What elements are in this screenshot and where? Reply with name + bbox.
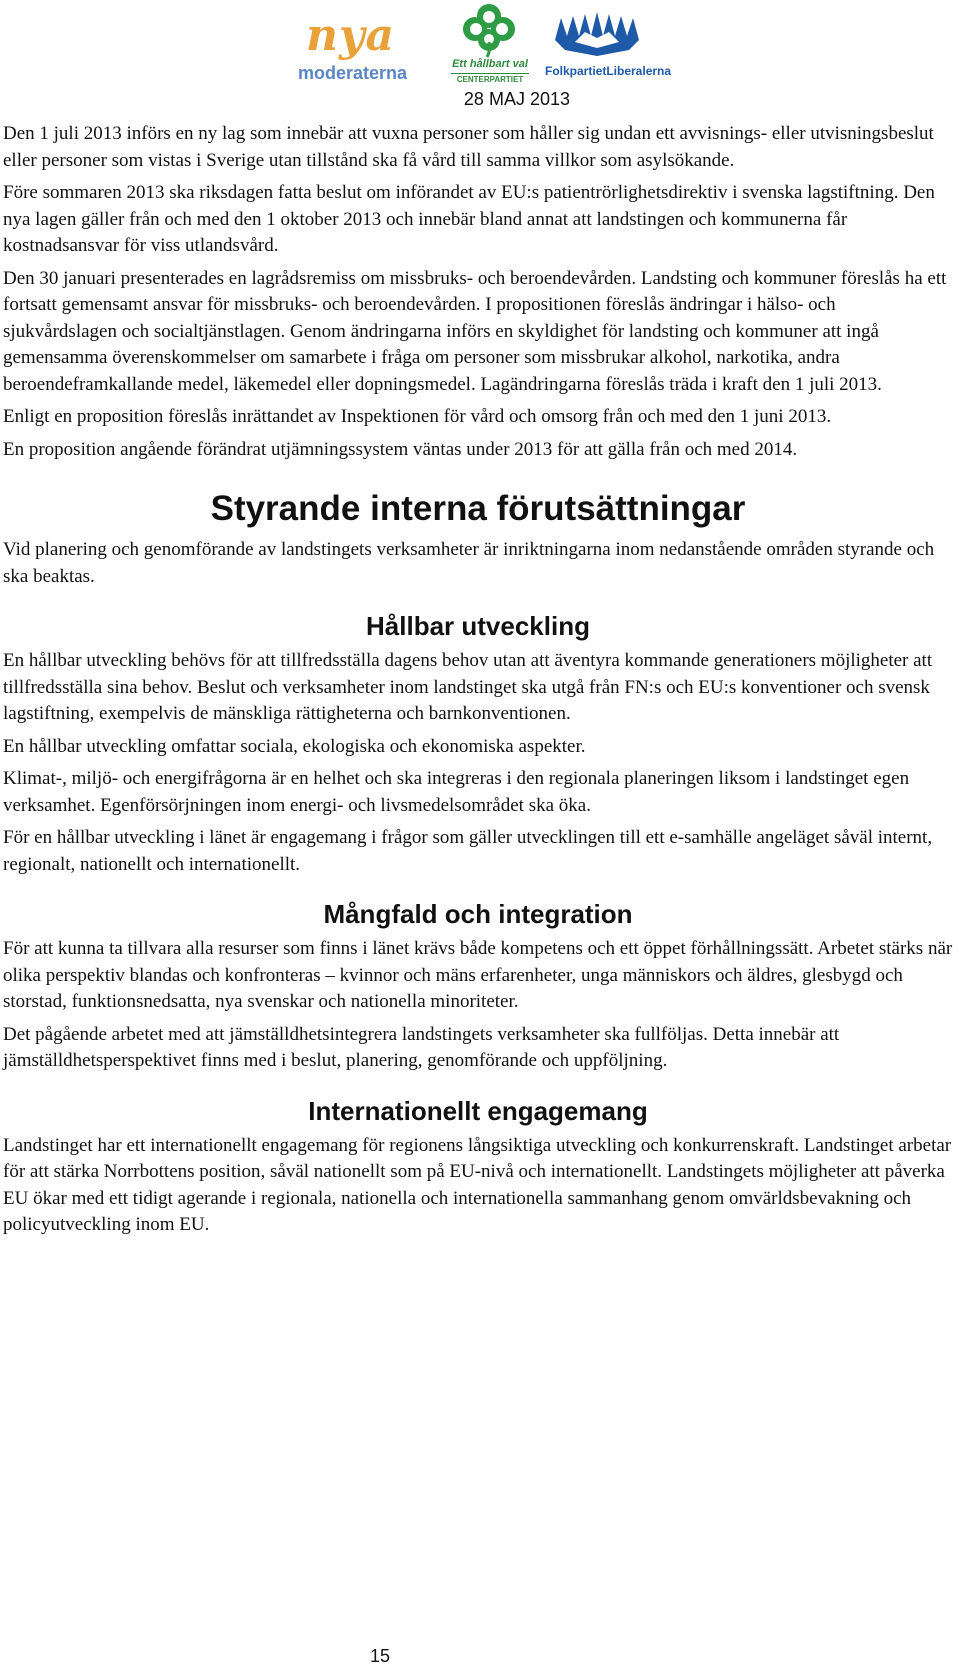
subsection-heading-internationellt: Internationellt engagemang [308,1095,648,1126]
paragraph: Klimat-, miljö- och energifrågorna är en helhet och ska integreras i den regionala planeringen liksom i landstinget egen verksamhet. Egenförsörjningen inom energi- och livsmedelsområdet ska öka. [3,768,910,816]
paragraph: Det pågående arbetet med att jämställdhetsintegrera landstingets verksamheter ska fullföljas. Detta innebär att jämställdhetsperspektivet finns med i beslut, planering, genomförande och uppföljning. [3,1023,840,1071]
paragraph: En hållbar utveckling omfattar sociala, ekologiska och ekonomiska aspekter. [3,735,586,757]
paragraph: För en hållbar utveckling i länet är engagemang i frågor som gäller utvecklingen till ett e-samhälle angeläget såväl internt, regionalt, nationellt och internationellt. [3,827,933,875]
paragraph: En hållbar utveckling behövs för att tillfredsställa dagens behov utan att äventyra kommande generationers möjligheter att tillfredsställa sina behov. Beslut och verksamheter inom landstinget ska utgå från FN:s och EU:s konventioner och svensk lagstiftning, exempelvis de mänskliga rättigheterna och barnkonventionen. [3,650,933,724]
paragraph: En proposition angående förändrat utjämningssystem väntas under 2013 för att gälla från och med 2014. [3,438,798,460]
section-intro: Vid planering och genomförande av landstingets verksamheter är inriktningarna inom nedanstående områden styrande och ska beaktas. [3,539,935,587]
document-date: 28 MAJ 2013 [463,89,570,109]
subsection-heading-mangfald: Mångfald och integration [323,899,633,929]
section-heading: Styrande interna förutsättningar [210,489,746,528]
page-number: 15 [369,1646,391,1666]
paragraph: Den 1 juli 2013 införs en ny lag som innebär att vuxna personer som håller sig undan ett avvisnings- eller utvisningsbeslut eller personer som vistas i Sverige utan tillstånd ska få vård till samma villkor som asylsökande. [3,123,934,171]
clover-icon [447,2,531,58]
paragraph: Landstinget har ett internationellt engagemang för regionens långsiktiga utveckling och konkurrenskraft. Landstinget arbetar för att stärka Norrbottens position, såväl nationellt som på EU-nivå och internationellt. Landstingets möjligheter att påverka EU ökar med ett tidigt agerande i regionala, nationella och internationella sammanhang genom omvärldsbevakning och policyutveckling inom EU. [3,1134,952,1235]
document-body [3,121,953,1245]
subsection-heading-hallbar: Hållbar utveckling [366,611,590,641]
paragraph: För att kunna ta tillvara alla resurser som finns i länet krävs både kompetens och ett öppet förhållningssätt. Arbetet stärks när olika perspektiv blandas och konfronteras – kvinnor och mäns erfarenheter, unga människors och äldres, glesbygd och storstad, funktionsnedsatta, nya svenskar och nationella minoriteter. [3,938,953,1012]
moderaterna-logo [296,12,426,82]
centerpartiet-slogan: Ett hållbart val [452,58,528,70]
header-logos [0,0,960,120]
moderaterna-logo-script: nya [306,10,396,61]
paragraph: Den 30 januari presenterades en lagrådsremiss om missbruks- och beroendevården. Landsting och kommuner föreslås ha ett fortsatt gemensamt ansvar för missbruks- och beroendevården. I propositionen föreslås ändringar i hälso- och sjukvårdslagen och socialtjänstlagen. Genom ändringarna införs en skyldighet för landsting och kommuner att ingå gemensamma överenskommelser om samarbete i fråga om personer som missbrukar alkohol, narkotika, andra beroendeframkallande medel, läkemedel eller dopningsmedel. Lagändringarna föreslås träda i kraft den 1 juli 2013. [3,267,947,395]
centerpartiet-name: CENTERPARTIET [451,73,529,84]
folkpartiet-name: FolkpartietLiberalerna [545,64,672,78]
cornflower-icon [545,10,655,60]
paragraph: Enligt en proposition föreslås inrättandet av Inspektionen för vård och omsorg från och med den 1 juni 2013. [3,406,832,427]
folkpartiet-logo [545,10,675,80]
moderaterna-logo-text: moderaterna [298,63,408,83]
centerpartiet-logo [447,2,531,88]
paragraph: Före sommaren 2013 ska riksdagen fatta beslut om införandet av EU:s patientrörlighetsdirektiv i svenska lagstiftning. Den nya lagen gäller från och med den 1 oktober 2013 och innebär bland annat att landstingen och kommunerna får kostnadsansvar för viss utlandsvård. [3,182,935,256]
